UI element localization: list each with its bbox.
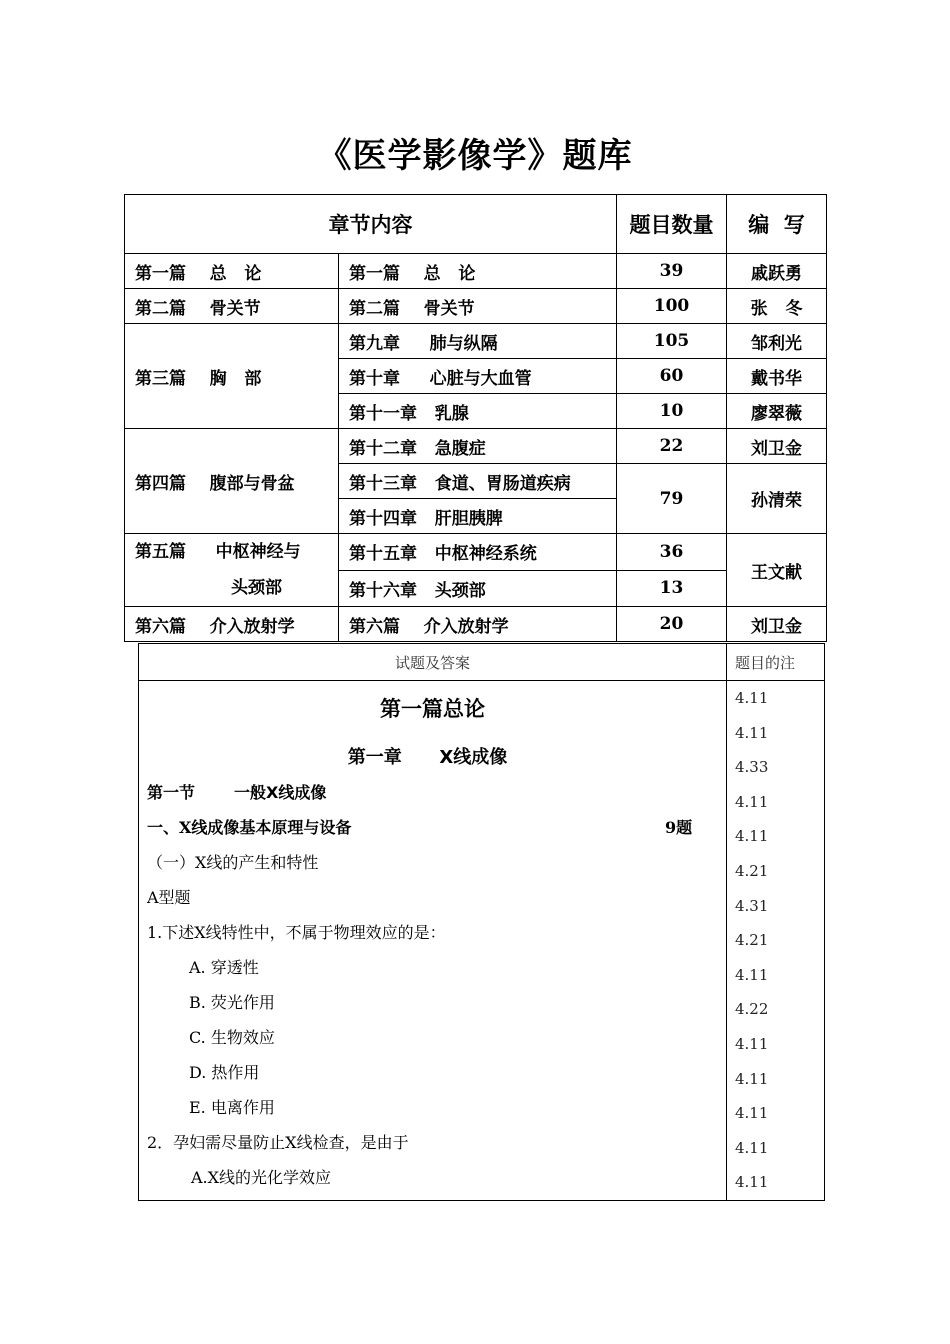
chapter-cell: 第二篇 骨关节 xyxy=(339,289,617,324)
note-value: 4.21 xyxy=(735,861,769,880)
chapter-cell: 第十四章 肝胆胰脾 xyxy=(339,499,617,534)
question-2: 2．孕妇需尽量防止X线检查，是由于 xyxy=(147,1133,409,1152)
question-table xyxy=(138,643,825,1201)
note-value: 4.22 xyxy=(735,1000,769,1019)
part-cell: 第六篇 介入放射学 xyxy=(125,607,339,642)
header-questions-answers: 试题及答案 xyxy=(139,644,727,681)
note-value: 4.11 xyxy=(735,1034,769,1053)
table-header-row xyxy=(125,195,827,254)
subsection-count: 9题 xyxy=(665,818,693,837)
chapter-cell: 第十六章 头颈部 xyxy=(339,570,617,607)
question-1-option-c: C. 生物效应 xyxy=(189,1028,275,1047)
table-row xyxy=(125,324,827,359)
count-cell: 60 xyxy=(617,359,727,394)
chapter-cell: 第九章 肺与纵隔 xyxy=(339,324,617,359)
section-heading: 第一节 一般X线成像 xyxy=(147,783,327,802)
notes-column xyxy=(727,681,825,1201)
note-value: 4.11 xyxy=(735,965,769,984)
note-value: 4.11 xyxy=(735,1069,769,1088)
author-cell: 邹利光 xyxy=(727,324,827,359)
part-line-1: 第五篇 中枢神经与 xyxy=(135,542,301,562)
note-value: 4.11 xyxy=(735,792,769,811)
chapter-heading: 第一章 X线成像 xyxy=(347,747,508,768)
table-row xyxy=(125,534,827,571)
question-1-option-e: E. 电离作用 xyxy=(189,1098,275,1117)
count-cell: 20 xyxy=(617,607,727,642)
table-row xyxy=(125,429,827,464)
table-row xyxy=(125,254,827,289)
part-heading: 第一篇总论 xyxy=(380,697,485,721)
question-1-option-a: A. 穿透性 xyxy=(189,958,259,977)
author-cell: 戴书华 xyxy=(727,359,827,394)
question-1-option-b: B. 荧光作用 xyxy=(189,993,275,1012)
note-value: 4.11 xyxy=(735,1104,769,1123)
part-line-2: 头颈部 xyxy=(231,578,282,598)
count-cell: 10 xyxy=(617,394,727,429)
note-value: 4.33 xyxy=(735,758,769,777)
table-row xyxy=(125,607,827,642)
part-cell: 第四篇 腹部与骨盆 xyxy=(125,429,339,534)
chapter-cell: 第一篇 总 论 xyxy=(339,254,617,289)
question-body-row xyxy=(139,681,825,1201)
note-value: 4.11 xyxy=(735,1138,769,1157)
author-cell: 刘卫金 xyxy=(727,607,827,642)
chapter-cell: 第十一章 乳腺 xyxy=(339,394,617,429)
question-type: A型题 xyxy=(147,888,191,907)
header-question-count: 题目数量 xyxy=(617,195,727,254)
chapter-cell: 第十章 心脏与大血管 xyxy=(339,359,617,394)
count-cell: 39 xyxy=(617,254,727,289)
count-cell: 36 xyxy=(617,534,727,571)
author-cell: 戚跃勇 xyxy=(727,254,827,289)
part-cell: 第一篇 总 论 xyxy=(125,254,339,289)
note-value: 4.11 xyxy=(735,689,769,707)
question-table-header xyxy=(139,644,825,681)
count-cell: 105 xyxy=(617,324,727,359)
note-value: 4.11 xyxy=(735,827,769,846)
count-cell: 100 xyxy=(617,289,727,324)
chapter-cell: 第六篇 介入放射学 xyxy=(339,607,617,642)
chapter-table xyxy=(124,194,827,642)
question-1: 1.下述X线特性中，不属于物理效应的是： xyxy=(147,923,446,942)
subsection-heading xyxy=(139,810,726,845)
note-value: 4.11 xyxy=(735,723,769,742)
author-cell: 王文献 xyxy=(727,534,827,607)
part-cell: 第二篇 骨关节 xyxy=(125,289,339,324)
table-row xyxy=(125,289,827,324)
count-cell: 22 xyxy=(617,429,727,464)
note-value: 4.31 xyxy=(735,896,769,915)
header-author: 编 写 xyxy=(727,195,827,254)
count-cell: 13 xyxy=(617,570,727,607)
chapter-cell: 第十三章 食道、胃肠道疾病 xyxy=(339,464,617,499)
chapter-cell: 第十五章 中枢神经系统 xyxy=(339,534,617,571)
header-chapter-content: 章节内容 xyxy=(125,195,617,254)
question-2-option-a: A.X线的光化学效应 xyxy=(191,1168,332,1187)
question-1-option-d: D. 热作用 xyxy=(189,1063,260,1082)
count-cell: 79 xyxy=(617,464,727,534)
author-cell: 刘卫金 xyxy=(727,429,827,464)
document-title: 《医学影像学》题库 xyxy=(317,136,633,176)
author-cell: 廖翠薇 xyxy=(727,394,827,429)
subsection-title: 一、X线成像基本原理与设备 xyxy=(147,818,352,837)
note-value: 4.11 xyxy=(735,1173,769,1192)
header-notes: 题目的注 xyxy=(727,644,825,681)
question-content xyxy=(139,681,727,1201)
author-cell: 张 冬 xyxy=(727,289,827,324)
author-cell: 孙清荣 xyxy=(727,464,827,534)
topic-heading: （一）X线的产生和特性 xyxy=(147,853,319,872)
note-value: 4.21 xyxy=(735,931,769,950)
part-cell xyxy=(125,534,339,607)
part-cell: 第三篇 胸 部 xyxy=(125,324,339,429)
chapter-cell: 第十二章 急腹症 xyxy=(339,429,617,464)
